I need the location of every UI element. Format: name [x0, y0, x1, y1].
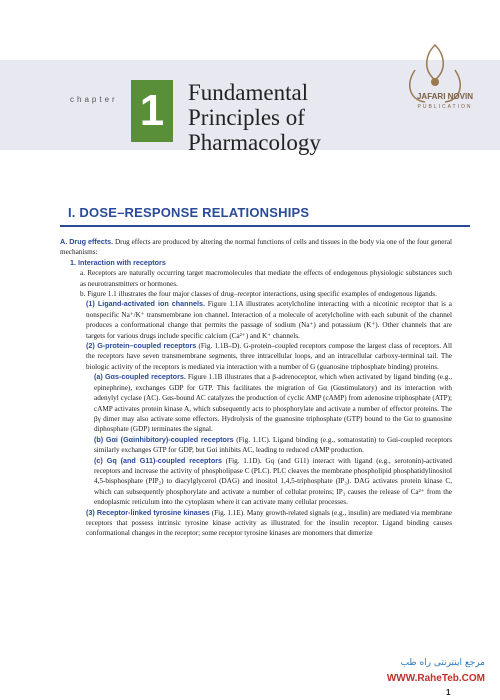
paragraph-a — [60, 237, 452, 258]
item-1a: a. Receptors are naturally occurring target macromolecules that mediate the effects of endogenous physiologic substances such as neurotransmitters or hormones. — [80, 269, 452, 288]
chapter-title-line1: Fundamental Principles of — [188, 80, 309, 130]
item-1-heading: 1. Interaction with receptors — [70, 257, 166, 267]
chapter-label: chapter — [70, 95, 118, 104]
item-1b-2a-label: (a) Gαs-coupled receptors. — [94, 372, 186, 382]
logo-subtext: PUBLICATION — [417, 104, 473, 110]
chapter-title — [188, 80, 388, 155]
item-1b-2-text: (Fig. 1.1B–D). G-protein–coupled receptors compose the largest class of receptors. All the receptors have seven transmembrane segments, three intracellular loops, and an intracellular carboxy-terminal tail. The biologic activity of the receptors is mediated via interaction with a number of G (guanosine triphosphate binding) proteins. — [86, 342, 452, 371]
publisher-logo — [385, 40, 485, 140]
item-1b-2b-text: (Fig. 1.1C). Ligand binding (e.g., somatostatin) to Gαi-coupled receptors similarly exchanges GTP for GDP, but Gαi inhibits AC, leading to reduced cAMP production. — [94, 435, 452, 455]
item-1b-2a-text: Figure 1.1B illustrates that a β-adrenoceptor, which when activated by ligand binding (e.g., epinephrine), exchanges GDP for GTP. This facilitates the migration of Gα (Gαstimulatory) and its interaction with adenylyl cyclase (AC). Gαs-bound AC catalyzes the production of cyclic AMP (cAMP) from adenosine triphosphate (ATP); cAMP activates protein kinase A, which subsequently acts to phosphorylate and activate a number of effector proteins. The βγ dimer may also activate some effectors. Hydrolysis of the guanosine triphosphate (GTP) bound to the Gα to guanosine diphosphate (GDP) terminates the signal. — [94, 373, 452, 434]
watermark-persian: مرجع اینترنتی راه طب — [400, 658, 485, 668]
page-number: 1 — [446, 688, 451, 697]
section-divider — [60, 225, 470, 227]
chapter-number: 1 — [131, 80, 173, 142]
item-1b-2c-label: (c) Gq (and G11)-coupled receptors — [94, 455, 223, 465]
item-1b-3-label: (3) Receptor-linked tyrosine kinases — [86, 507, 210, 517]
item-1b-2c-text: (Fig. 1.1D). Gq (and G11) interact with ligand (e.g., serotonin)-activated receptors and increase the activity of phospholipase C (PLC). PLC cleaves the membrane phospholipid phosphatidylinositol 4,5-bisphosphate (PIP₂) to diacylglycerol (DAG) and inositol 1,4,5-triphosphate (IP₃). DAG activates protein kinase C, which can subsequently phosphorylate and activate a number of cellular proteins; IP₃ causes the release of Ca²⁺ from the endoplasmic reticulum into the cytoplasm where it can activate many cellular processes. — [94, 456, 452, 507]
logo-text: JAFARI NOVIN — [416, 92, 473, 101]
item-1b-1 — [86, 299, 452, 341]
item-1b-2b — [94, 435, 452, 456]
item-1b-3 — [86, 508, 452, 539]
item-1b-2c — [94, 456, 452, 508]
item-1b-2a — [94, 372, 452, 434]
watermark-url: WWW.RaheTeb.COM — [386, 673, 485, 684]
item-1b-3-text: (Fig. 1.1E). Many growth-related signals (e.g., insulin) are mediated via membrane receptors that possess intrinsic tyrosine kinase activity as illustrated for the insulin receptor. Ligand binding causes conformational changes in the receptor; some receptor tyrosine kinases are monomers that dimerize — [86, 508, 452, 538]
item-1b-2-label: (2) G-protein–coupled receptors — [86, 341, 197, 351]
body-text — [60, 237, 452, 539]
item-1b-2 — [86, 341, 452, 372]
paragraph-a-label: A. Drug effects. — [60, 237, 114, 246]
chapter-title-line2: Pharmacology — [188, 130, 321, 155]
item-1b-1-label: (1) Ligand-activated ion channels. — [86, 299, 205, 309]
item-1b: b. Figure 1.1 illustrates the four major classes of drug–receptor interactions, using specific examples of endogenous ligands. — [80, 290, 437, 299]
section-heading: I. DOSE–RESPONSE RELATIONSHIPS — [68, 205, 310, 220]
item-1b-2b-label: (b) Gαi (Gαinhibitory)-coupled receptors — [94, 434, 234, 444]
paragraph-a-text: Drug effects are produced by altering the normal functions of cells and tissues in the body via one of the four general mechanisms: — [60, 238, 453, 257]
item-1b-1-text: Figure 1.1A illustrates acetylcholine interacting with a nicotinic receptor that is a nonspecific Na⁺/K⁺ transmembrane ion channel. Interaction of a molecule of acetylcholine with each subunit of the channel produces a conformational change that permits the passage of sodium (Na⁺) and potassium (K⁺). Other channels that are targets for various drugs include specific calcium (Ca²⁺) and K⁺ channels. — [86, 300, 452, 340]
